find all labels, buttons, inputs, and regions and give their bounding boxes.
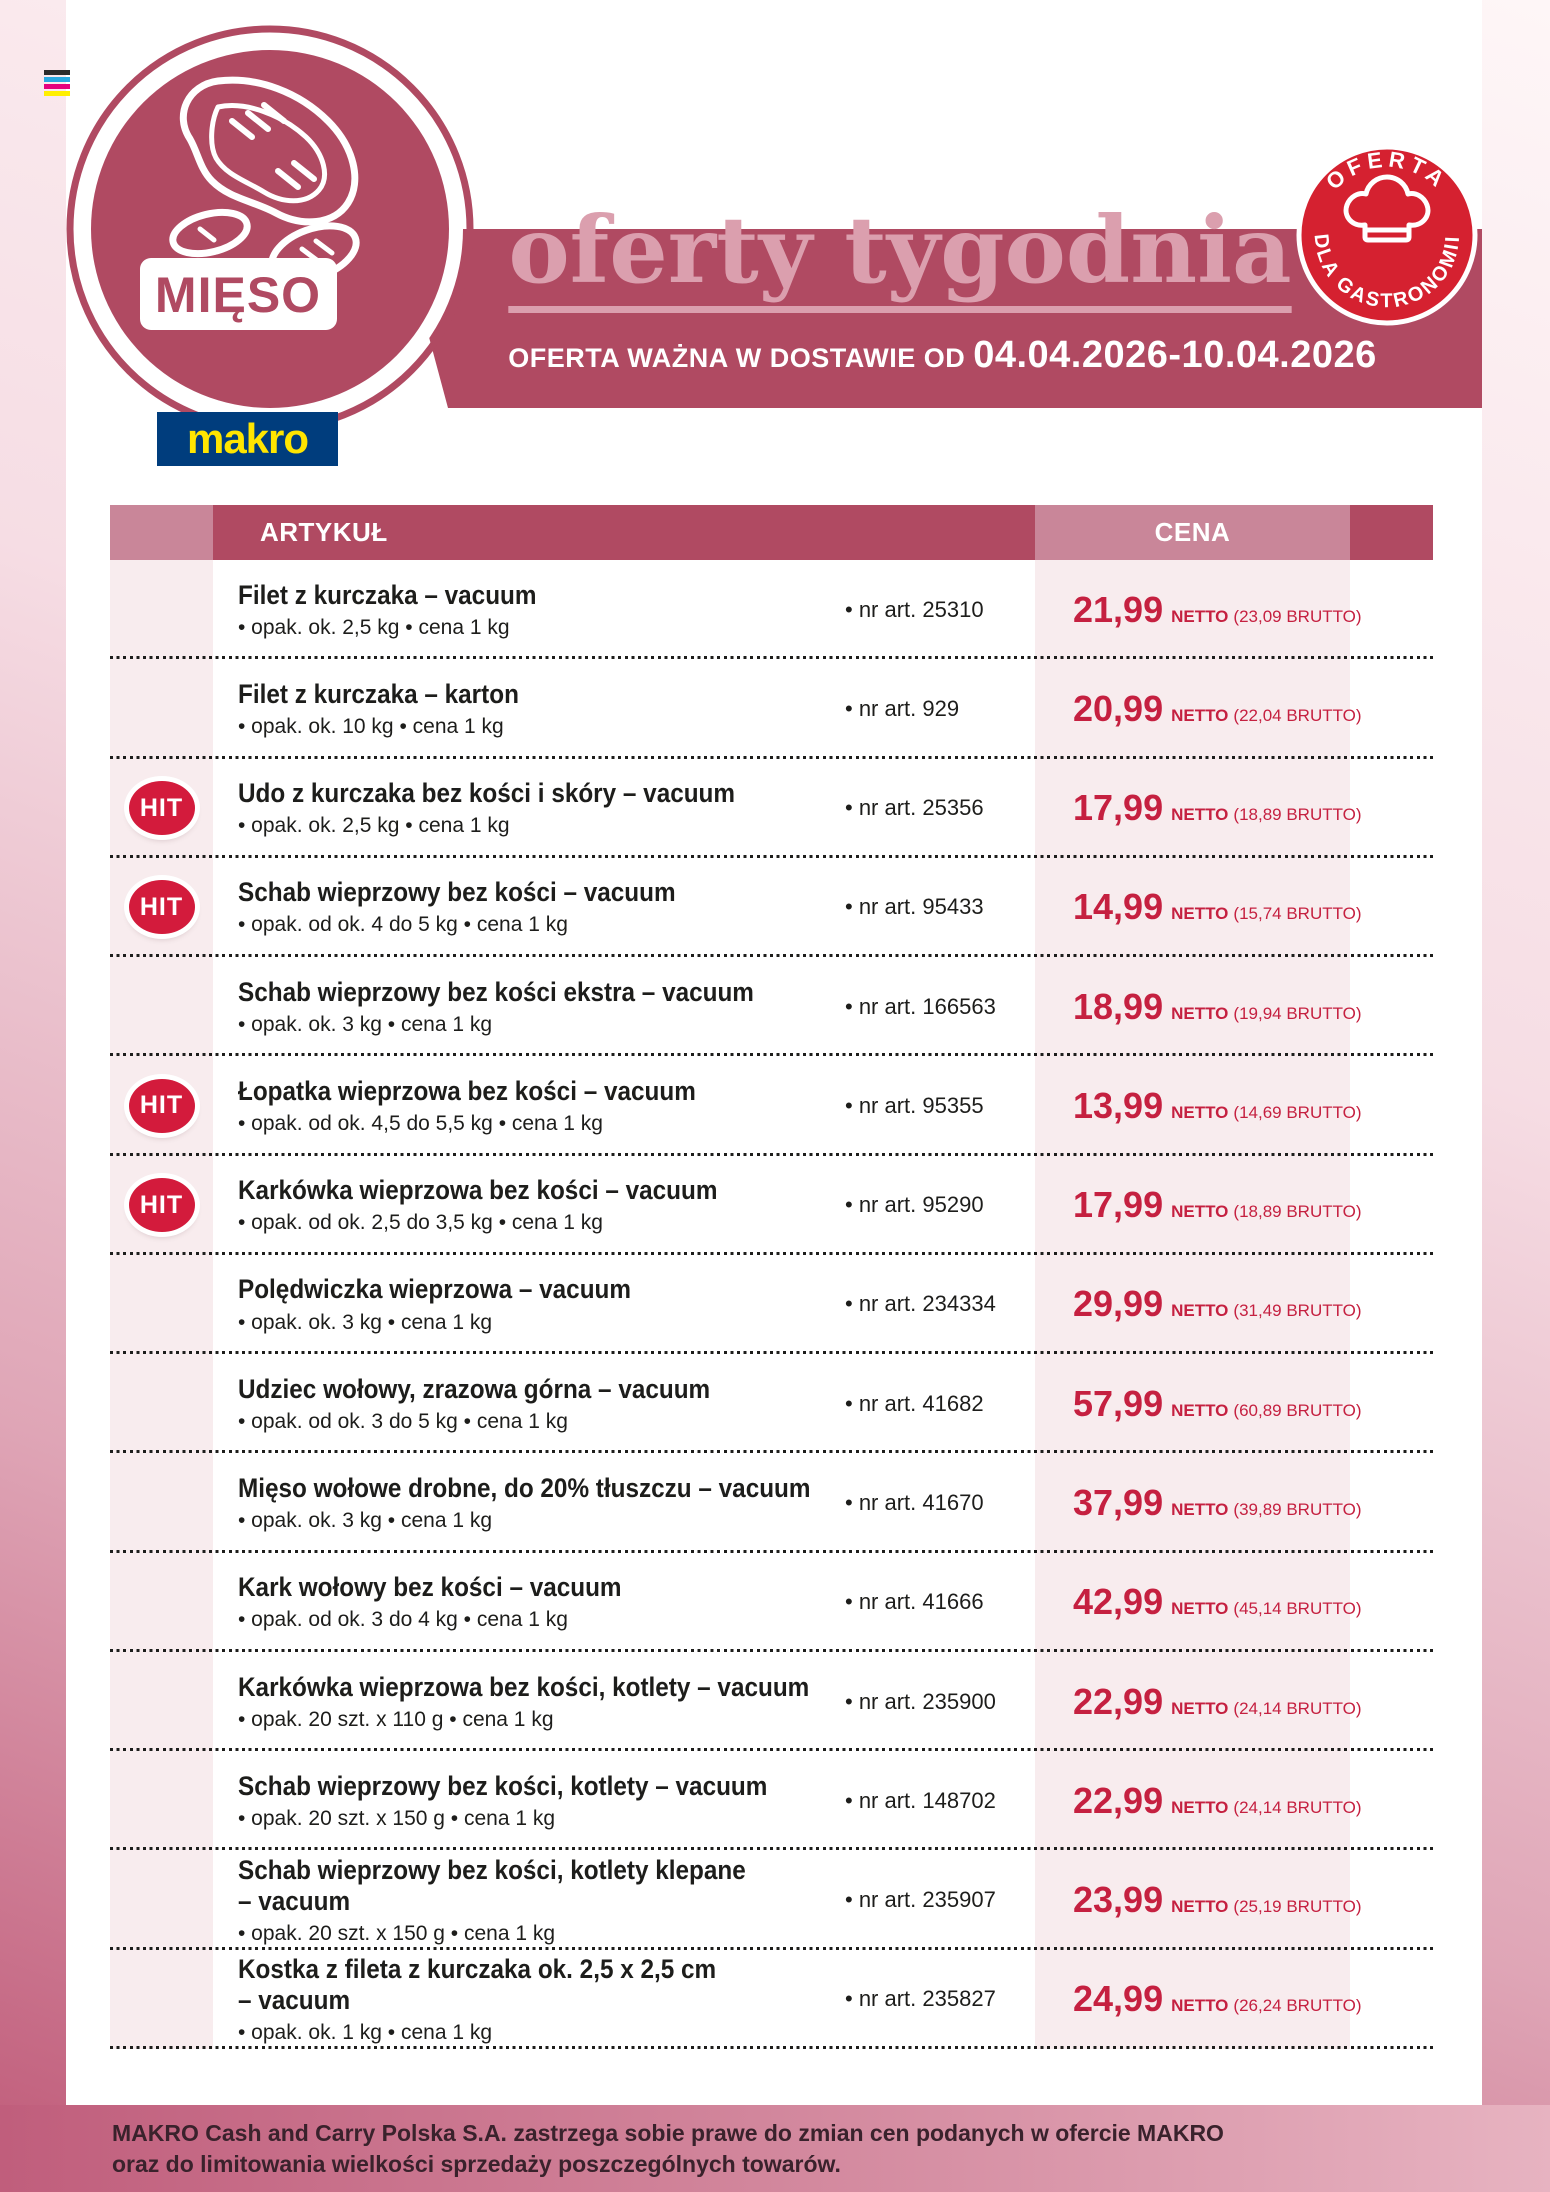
hit-badge: HIT [129, 880, 195, 934]
product-name: Udo z kurczaka bez kości i skóry – vacuum [238, 778, 736, 809]
price-line [1073, 787, 1362, 829]
price-cell [1035, 1850, 1362, 1949]
price-line [1073, 886, 1362, 928]
product-name: Polędwiczka wieprzowa – vacuum [238, 1274, 631, 1305]
price-brutto: (24,14 BRUTTO) [1233, 1797, 1362, 1817]
page-subtitle: oferty tygodnia [508, 196, 1292, 304]
footer-disclaimer [112, 2118, 1472, 2180]
product-details: • opak. 20 szt. x 110 g • cena 1 kg [238, 1707, 554, 1731]
offers-table [110, 505, 1433, 2049]
price-netto-label: NETTO [1171, 1102, 1229, 1122]
price-brutto: (18,89 BRUTTO) [1233, 805, 1362, 825]
hit-cell [110, 1354, 213, 1453]
product-cell [213, 957, 1035, 1056]
table-row [110, 1453, 1433, 1552]
gastro-badge-text-bottom: DLA GASTRONOMII [1309, 232, 1465, 313]
price-brutto: (25,19 BRUTTO) [1233, 1897, 1362, 1917]
price-cell [1035, 560, 1362, 659]
product-details: • opak. ok. 10 kg • cena 1 kg [238, 714, 504, 738]
hit-badge: HIT [129, 781, 195, 835]
price-netto-value: 14,99 [1073, 886, 1164, 928]
product-name: Karkówka wieprzowa bez kości – vacuum [238, 1175, 718, 1206]
price-cell [1035, 1255, 1362, 1354]
price-line [1073, 1581, 1362, 1623]
product-cell [213, 858, 1035, 957]
price-cell [1035, 1156, 1362, 1255]
article-number: • nr art. 235900 [845, 1688, 996, 1714]
hit-cell [110, 1553, 213, 1652]
product-details: • opak. 20 szt. x 150 g • cena 1 kg [238, 1806, 556, 1830]
article-number: • nr art. 235907 [845, 1887, 996, 1913]
price-brutto: (24,14 BRUTTO) [1233, 1698, 1362, 1718]
table-row [110, 1156, 1433, 1255]
validity-dates: 04.04.2026-10.04.2026 [973, 334, 1377, 376]
logo-disc [91, 50, 449, 408]
product-name: Schab wieprzowy bez kości, kotlety – vacuum [238, 1770, 768, 1801]
product-name: Karkówka wieprzowa bez kości, kotlety – vacuum [238, 1671, 810, 1702]
price-cell [1035, 1751, 1362, 1850]
price-line [1073, 1184, 1362, 1226]
price-cell [1035, 659, 1362, 758]
article-number: • nr art. 25310 [845, 596, 984, 622]
table-row [110, 957, 1433, 1056]
price-netto-value: 18,99 [1073, 985, 1164, 1027]
product-cell [213, 1950, 1035, 2049]
price-netto-value: 13,99 [1073, 1084, 1164, 1126]
price-netto-label: NETTO [1171, 904, 1229, 924]
price-line [1073, 986, 1362, 1028]
table-row [110, 858, 1433, 957]
price-brutto: (19,94 BRUTTO) [1233, 1003, 1362, 1023]
table-row [110, 1056, 1433, 1155]
price-netto-label: NETTO [1171, 805, 1229, 825]
article-number: • nr art. 41682 [845, 1390, 984, 1416]
price-cell [1035, 858, 1362, 957]
hit-cell [110, 1156, 213, 1255]
price-cell [1035, 1453, 1362, 1552]
table-rows [110, 560, 1433, 2049]
header-hit-column [110, 505, 213, 560]
table-header [110, 505, 1433, 560]
product-cell [213, 1652, 1035, 1751]
product-details: • opak. 20 szt. x 150 g • cena 1 kg [238, 1921, 556, 1945]
price-netto-value: 37,99 [1073, 1482, 1164, 1524]
price-netto-value: 17,99 [1073, 1184, 1164, 1226]
price-brutto: (60,89 BRUTTO) [1233, 1400, 1362, 1420]
price-line [1073, 1879, 1362, 1921]
price-cell [1035, 1950, 1362, 2049]
product-cell [213, 1850, 1035, 1949]
price-netto-value: 21,99 [1073, 588, 1164, 630]
price-netto-value: 20,99 [1073, 687, 1164, 729]
price-cell [1035, 1056, 1362, 1155]
price-netto-label: NETTO [1171, 705, 1229, 725]
hit-cell [110, 858, 213, 957]
price-netto-value: 17,99 [1073, 787, 1164, 829]
price-brutto: (26,24 BRUTTO) [1233, 1996, 1362, 2016]
hit-cell [110, 1255, 213, 1354]
price-netto-label: NETTO [1171, 1897, 1229, 1917]
article-number: • nr art. 25356 [845, 795, 984, 821]
article-number: • nr art. 166563 [845, 993, 996, 1019]
price-line [1073, 1780, 1362, 1822]
price-netto-label: NETTO [1171, 1599, 1229, 1619]
product-cell [213, 759, 1035, 858]
price-netto-label: NETTO [1171, 1797, 1229, 1817]
price-cell [1035, 1354, 1362, 1453]
hit-cell [110, 659, 213, 758]
price-line [1073, 1283, 1362, 1325]
product-details: • opak. ok. 2,5 kg • cena 1 kg [238, 814, 510, 838]
footer-line2: oraz do limitowania wielkości sprzedaży poszczególnych towarów. [112, 2151, 841, 2177]
hit-cell [110, 1950, 213, 2049]
price-line [1073, 1978, 1362, 2020]
product-name: Kark wołowy bez kości – vacuum [238, 1572, 622, 1603]
price-netto-label: NETTO [1171, 1400, 1229, 1420]
product-cell [213, 1553, 1035, 1652]
price-line [1073, 1383, 1362, 1425]
table-row [110, 560, 1433, 659]
product-cell [213, 659, 1035, 758]
product-name: Schab wieprzowy bez kości – vacuum [238, 877, 676, 908]
product-details: • opak. ok. 3 kg • cena 1 kg [238, 1012, 493, 1036]
price-netto-value: 22,99 [1073, 1779, 1164, 1821]
price-cell [1035, 1553, 1362, 1652]
mieso-label: MIĘSO [154, 267, 322, 323]
header-price-column: CENA [1035, 505, 1350, 560]
product-cell [213, 1156, 1035, 1255]
product-details: • opak. od ok. 2,5 do 3,5 kg • cena 1 kg [238, 1211, 603, 1235]
product-name: Filet z kurczaka – vacuum [238, 579, 537, 610]
price-netto-value: 23,99 [1073, 1879, 1164, 1921]
table-row [110, 1553, 1433, 1652]
article-number: • nr art. 148702 [845, 1787, 996, 1813]
price-line [1073, 688, 1362, 730]
hit-cell [110, 1056, 213, 1155]
price-line [1073, 1085, 1362, 1127]
product-name: Mięso wołowe drobne, do 20% tłuszczu – vacuum [238, 1473, 811, 1503]
makro-logo: makro [157, 412, 338, 466]
price-netto-label: NETTO [1171, 606, 1229, 626]
price-line [1073, 1482, 1362, 1524]
article-number: • nr art. 41670 [845, 1490, 984, 1516]
hit-cell [110, 1751, 213, 1850]
mieso-category-logo [62, 21, 478, 437]
price-netto-value: 24,99 [1073, 1978, 1164, 2020]
header-article-column: ARTYKUŁ [213, 505, 1035, 560]
price-netto-label: NETTO [1171, 1301, 1229, 1321]
article-number: • nr art. 95355 [845, 1092, 984, 1118]
price-netto-label: NETTO [1171, 1003, 1229, 1023]
price-brutto: (45,14 BRUTTO) [1233, 1599, 1362, 1619]
product-cell [213, 1056, 1035, 1155]
product-name: Kostka z fileta z kurczaka ok. 2,5 x 2,5 cm [238, 1953, 717, 1984]
product-cell [213, 1751, 1035, 1850]
page-title: WYBRANE [840, 126, 1276, 210]
product-cell [213, 1453, 1035, 1552]
table-row [110, 1850, 1433, 1949]
product-details: • opak. od ok. 3 do 4 kg • cena 1 kg [238, 1608, 568, 1632]
product-cell [213, 560, 1035, 659]
price-line [1073, 589, 1362, 631]
price-brutto: (23,09 BRUTTO) [1233, 606, 1362, 626]
table-row [110, 1751, 1433, 1850]
gastro-offer-badge [1292, 140, 1482, 330]
price-netto-label: NETTO [1171, 1996, 1229, 2016]
header-end-block [1350, 505, 1433, 560]
price-cell [1035, 759, 1362, 858]
article-number: • nr art. 95290 [845, 1192, 984, 1218]
hit-cell [110, 759, 213, 858]
price-cell [1035, 957, 1362, 1056]
price-brutto: (22,04 BRUTTO) [1233, 705, 1362, 725]
footer-line1: MAKRO Cash and Carry Polska S.A. zastrzega sobie prawe do zmian cen podanych w ofercie MAKRO [112, 2120, 1224, 2146]
hit-badge: HIT [129, 1079, 195, 1133]
hit-cell [110, 560, 213, 659]
product-details: • opak. ok. 2,5 kg • cena 1 kg [238, 615, 510, 639]
product-details: • opak. ok. 3 kg • cena 1 kg [238, 1310, 493, 1334]
price-brutto: (39,89 BRUTTO) [1233, 1500, 1362, 1520]
product-name: Schab wieprzowy bez kości, kotlety klepane [238, 1854, 746, 1885]
table-row [110, 659, 1433, 758]
price-netto-value: 29,99 [1073, 1283, 1164, 1325]
article-number: • nr art. 235827 [845, 1986, 996, 2012]
price-brutto: (18,89 BRUTTO) [1233, 1202, 1362, 1222]
product-cell [213, 1255, 1035, 1354]
product-details: • opak. od ok. 3 do 5 kg • cena 1 kg [238, 1409, 568, 1433]
product-details: • opak. od ok. 4,5 do 5,5 kg • cena 1 kg [238, 1111, 603, 1135]
price-netto-value: 57,99 [1073, 1382, 1164, 1424]
product-name: Filet z kurczaka – karton [238, 678, 519, 709]
price-netto-value: 42,99 [1073, 1581, 1164, 1623]
hit-cell [110, 1850, 213, 1949]
hit-cell [110, 1652, 213, 1751]
price-netto-value: 22,99 [1073, 1680, 1164, 1722]
price-netto-label: NETTO [1171, 1202, 1229, 1222]
price-brutto: (14,69 BRUTTO) [1233, 1102, 1362, 1122]
validity-line [420, 334, 1465, 377]
article-number: • nr art. 41666 [845, 1589, 984, 1615]
hit-cell [110, 957, 213, 1056]
table-row [110, 1255, 1433, 1354]
article-number: • nr art. 929 [845, 695, 960, 721]
price-brutto: (31,49 BRUTTO) [1233, 1301, 1362, 1321]
product-name-line2: – vacuum [238, 1885, 351, 1916]
table-row [110, 1652, 1433, 1751]
price-netto-label: NETTO [1171, 1698, 1229, 1718]
article-number: • nr art. 234334 [845, 1291, 996, 1317]
price-cell [1035, 1652, 1362, 1751]
table-row [110, 1354, 1433, 1453]
product-name: Schab wieprzowy bez kości ekstra – vacuum [238, 976, 754, 1007]
product-cell [213, 1354, 1035, 1453]
product-details: • opak. od ok. 4 do 5 kg • cena 1 kg [238, 913, 568, 937]
hit-cell [110, 1453, 213, 1552]
table-row [110, 1950, 1433, 2049]
price-netto-label: NETTO [1171, 1500, 1229, 1520]
price-line [1073, 1681, 1362, 1723]
product-name: Łopatka wieprzowa bez kości – vacuum [238, 1075, 696, 1106]
product-name-line2: – vacuum [238, 1984, 351, 2015]
hit-badge: HIT [129, 1178, 195, 1232]
gastro-badge-text-top: OFERTA [1321, 146, 1453, 195]
product-name: Udziec wołowy, zrazowa górna – vacuum [238, 1373, 711, 1404]
product-details: • opak. ok. 1 kg • cena 1 kg [238, 2020, 493, 2044]
table-row [110, 759, 1433, 858]
price-brutto: (15,74 BRUTTO) [1233, 904, 1362, 924]
validity-prefix: OFERTA WAŻNA W DOSTAWIE OD [508, 343, 974, 373]
article-number: • nr art. 95433 [845, 894, 984, 920]
product-details: • opak. ok. 3 kg • cena 1 kg [238, 1509, 493, 1533]
